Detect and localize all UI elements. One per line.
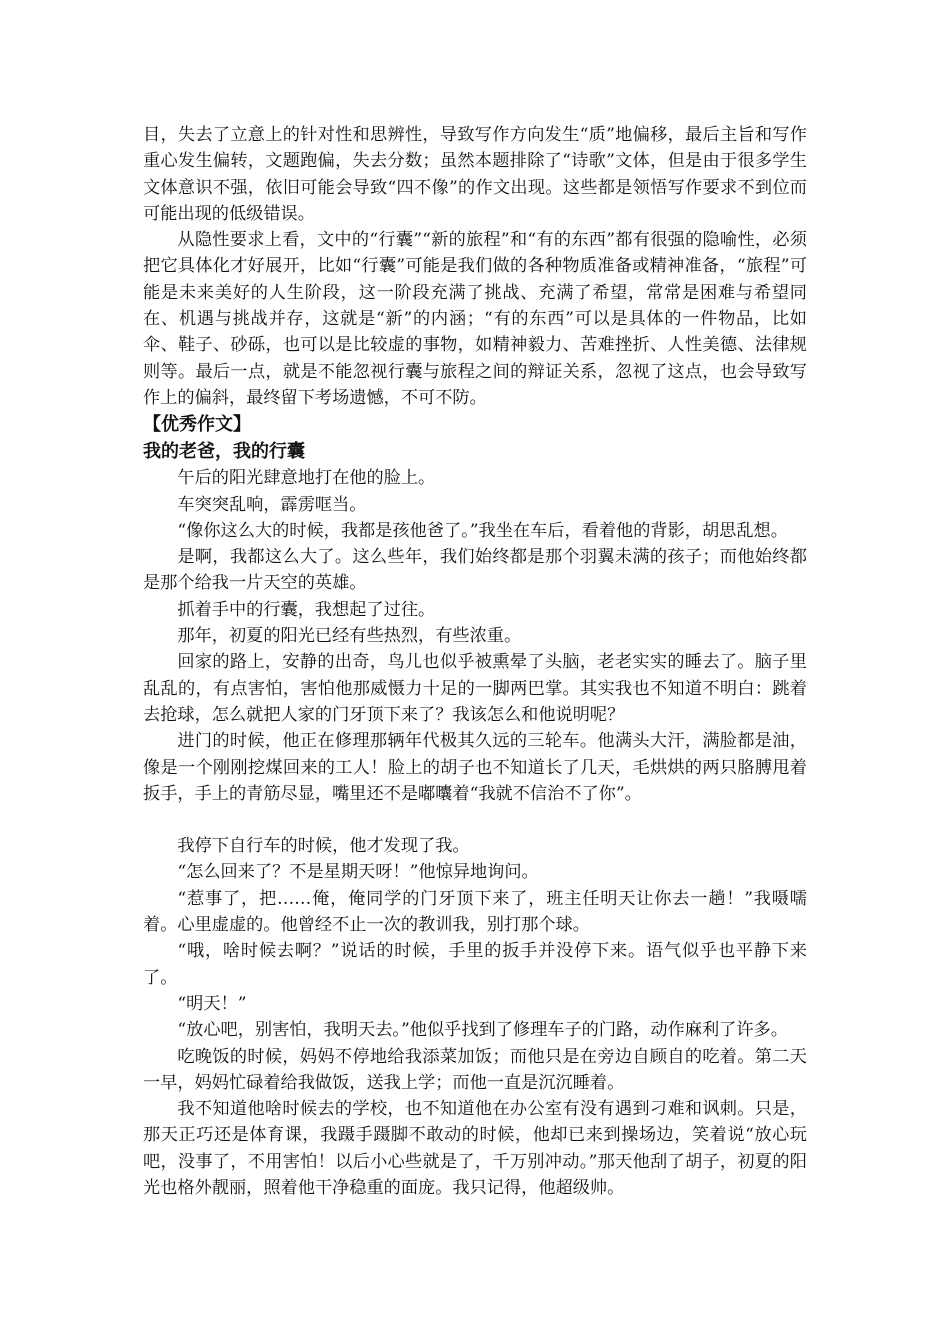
essay-paragraph: “像你这么大的时候，我都是孩他爸了。”我坐在车后，看着他的背影，胡思乱想。 <box>177 520 788 541</box>
essay-paragraph: 回家的路上，安静的出奇，鸟儿也似乎被熏晕了头脑，老老实实的睡去了。脑子里乱乱的，有点害怕，害怕他那威慑力十足的一脚两巴掌。其实我也不知道不明白：跳着去抢球，怎么就把人家的门牙顶下来了？我该怎么和他说明呢？ <box>143 652 807 725</box>
essay-paragraph: “明天！” <box>177 993 247 1014</box>
essay-paragraph: 我停下自行车的时候，他才发现了我。 <box>177 836 470 857</box>
document-page <box>143 122 807 1201</box>
essay-paragraph: 抓着手中的行囊，我想起了过往。 <box>177 599 436 620</box>
section-label: 【优秀作文】 <box>143 414 251 436</box>
paragraph-continuation: 目，失去了立意上的针对性和思辨性，导致写作方向发生“质”地偏移，最后主旨和写作重心发生偏转，文题跑偏，失去分数；虽然本题排除了“诗歌”文体，但是由于很多学生文体意识不强，依旧可能会导致“四不像”的作文出现。这些都是领悟写作要求不到位而可能出现的低级错误。 <box>143 125 807 224</box>
essay-paragraph: 是啊，我都这么大了。这么些年，我们始终都是那个羽翼未满的孩子；而他始终都是那个给我一片天空的英雄。 <box>143 547 807 594</box>
essay-paragraph: 午后的阳光肆意地打在他的脸上。 <box>177 468 436 489</box>
essay-paragraph: 那年，初夏的阳光已经有些热烈，有些浓重。 <box>177 626 522 647</box>
essay-paragraph: 车突突乱响，霹雳哐当。 <box>177 494 367 515</box>
essay-paragraph: “怎么回来了？不是星期天呀！”他惊异地询问。 <box>177 862 539 883</box>
essay-paragraph: “放心吧，别害怕，我明天去。”他似乎找到了修理车子的门路，动作麻利了许多。 <box>177 1020 788 1041</box>
essay-paragraph: 我不知道他啥时候去的学校，也不知道他在办公室有没有遇到刁难和讽刺。只是，那天正巧还是体育课，我蹑手蹑脚不敢动的时候，他却已来到操场边，笑着说“放心玩吧，没事了，不用害怕！以后小心些就是了，千万别冲动。”那天他刮了胡子，初夏的阳光也格外靓丽，照着他干净稳重的面庞。我只记得，他超级帅。 <box>143 1099 807 1198</box>
essay-paragraph: “哦，啥时候去啊？”说话的时候，手里的扳手并没停下来。语气似乎也平静下来了。 <box>143 941 807 988</box>
essay-paragraph: “惹事了，把……俺，俺同学的门牙顶下来了，班主任明天让你去一趟！”我嗫嚅着。心里虚虚的。他曾经不止一次的教训我，别打那个球。 <box>143 888 807 936</box>
essay-paragraph: 吃晚饭的时候，妈妈不停地给我添菜加饭；而他只是在旁边自顾自的吃着。第二天一早，妈妈忙碌着给我做饭，送我上学；而他一直是沉沉睡着。 <box>143 1046 807 1093</box>
essay-paragraph: 进门的时候，他正在修理那辆年代极其久远的三轮车。他满头大汗，满脸都是油，像是一个刚刚挖煤回来的工人！脸上的胡子也不知道长了几天，毛烘烘的两只胳膊甩着扳手，手上的青筋尽显，嘴里还不是嘟囔着“我就不信治不了你”。 <box>143 731 807 804</box>
paragraph-implicit-requirements: 从隐性要求上看，文中的“行囊”“新的旅程”和“有的东西”都有很强的隐喻性，必须把它具体化才好展开，比如“行囊”可能是我们做的各种物质准备或精神准备，“旅程”可能是未来美好的人生阶段，这一阶段充满了挑战、充满了希望，常常是困难与希望同在、机遇与挑战并存，这就是“新”的内涵；“有的东西”可以是具体的一件物品，比如伞、鞋子、砂砾，也可以是比较虚的事物，如精神毅力、苦难挫折、人性美德、法律规则等。最后一点，就是不能忽视行囊与旅程之间的辩证关系，忽视了这点，也会导致写作上的偏斜，最终留下考场遗憾，不可不防。 <box>143 230 807 408</box>
paragraph-gap <box>143 807 807 833</box>
essay-title: 我的老爸，我的行囊 <box>143 441 305 463</box>
